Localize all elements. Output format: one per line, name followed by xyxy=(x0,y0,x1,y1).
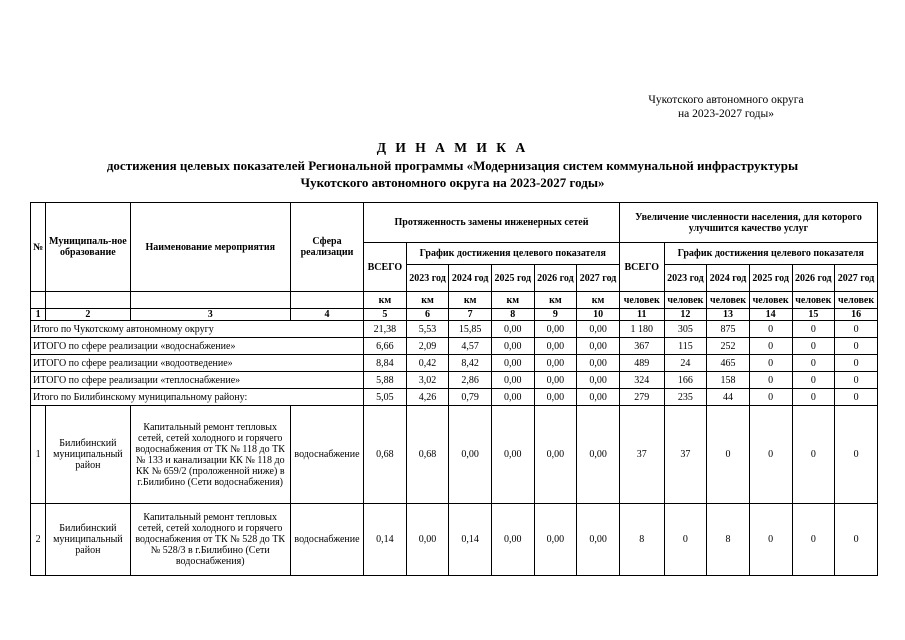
col-number: 1 xyxy=(31,309,46,321)
value-cell: 279 xyxy=(619,389,664,406)
subtitle-line-1: достижения целевых показателей Региональной программы «Модернизация систем коммунальной инфраструктуры xyxy=(106,158,799,173)
summary-rows xyxy=(31,321,878,406)
value-cell: 0,00 xyxy=(577,338,620,355)
value-cell: 0 xyxy=(835,338,878,355)
summary-row xyxy=(31,338,878,355)
summary-label: Итого по Чукотскому автономному округу xyxy=(31,321,364,338)
unit-cell: км xyxy=(577,292,620,309)
col-number: 4 xyxy=(290,309,363,321)
value-cell: 0,00 xyxy=(577,372,620,389)
municipality-cell: Билибинский муниципальный район xyxy=(46,406,130,504)
value-cell: 0 xyxy=(835,355,878,372)
value-cell: 0,00 xyxy=(534,504,577,576)
col-number: 7 xyxy=(449,309,492,321)
value-cell: 5,88 xyxy=(364,372,407,389)
value-cell: 0 xyxy=(749,321,792,338)
row-number: 1 xyxy=(31,406,46,504)
unit-cell: человек xyxy=(707,292,750,309)
value-cell: 0 xyxy=(749,504,792,576)
value-cell: 0,00 xyxy=(534,355,577,372)
value-cell: 367 xyxy=(619,338,664,355)
value-cell: 0,68 xyxy=(406,406,449,504)
unit-cell: человек xyxy=(749,292,792,309)
column-number-row xyxy=(31,309,878,321)
year-header: 2026 год xyxy=(792,265,835,292)
value-cell: 0 xyxy=(792,372,835,389)
value-cell: 0,00 xyxy=(577,504,620,576)
targets-table xyxy=(30,202,878,576)
header-municipality: Муниципаль-ное образование xyxy=(46,203,130,292)
subtitle-line-2: Чукотского автономного округа на 2023-2027 годы» xyxy=(300,175,605,190)
header-num: № xyxy=(31,203,46,292)
year-header: 2027 год xyxy=(835,265,878,292)
value-cell: 0 xyxy=(792,406,835,504)
value-cell: 0,00 xyxy=(491,504,534,576)
municipality-cell: Билибинский муниципальный район xyxy=(46,504,130,576)
year-header: 2027 год xyxy=(577,265,620,292)
header-total-people: ВСЕГО xyxy=(619,243,664,292)
header-population-group: Увеличение численности населения, для которого улучшится качество услуг xyxy=(619,203,877,243)
col-number: 15 xyxy=(792,309,835,321)
unit-cell: км xyxy=(364,292,407,309)
unit-cell: человек xyxy=(835,292,878,309)
unit-cell: человек xyxy=(792,292,835,309)
value-cell: 0 xyxy=(749,389,792,406)
header-measure: Наименование мероприятия xyxy=(130,203,290,292)
value-cell: 0 xyxy=(792,389,835,406)
value-cell: 8 xyxy=(619,504,664,576)
unit-cell: человек xyxy=(619,292,664,309)
value-cell: 166 xyxy=(664,372,707,389)
value-cell: 0 xyxy=(835,504,878,576)
value-cell: 115 xyxy=(664,338,707,355)
value-cell: 0,42 xyxy=(406,355,449,372)
summary-row xyxy=(31,321,878,338)
value-cell: 5,05 xyxy=(364,389,407,406)
unit-cell: км xyxy=(534,292,577,309)
year-header: 2025 год xyxy=(491,265,534,292)
value-cell: 875 xyxy=(707,321,750,338)
value-cell: 37 xyxy=(664,406,707,504)
value-cell: 0,00 xyxy=(534,389,577,406)
summary-label: Итого по Билибинскому муниципальному району: xyxy=(31,389,364,406)
value-cell: 8 xyxy=(707,504,750,576)
value-cell: 305 xyxy=(664,321,707,338)
detail-rows xyxy=(31,406,878,576)
unit-cell: км xyxy=(491,292,534,309)
document-title: Д И Н А М И К А xyxy=(376,140,529,155)
value-cell: 158 xyxy=(707,372,750,389)
value-cell: 0 xyxy=(792,355,835,372)
year-header: 2026 год xyxy=(534,265,577,292)
value-cell: 8,42 xyxy=(449,355,492,372)
year-header: 2023 год xyxy=(406,265,449,292)
summary-row xyxy=(31,355,878,372)
col-number: 9 xyxy=(534,309,577,321)
col-number: 10 xyxy=(577,309,620,321)
year-header: 2025 год xyxy=(749,265,792,292)
value-cell: 0,00 xyxy=(406,504,449,576)
summary-row xyxy=(31,372,878,389)
value-cell: 5,53 xyxy=(406,321,449,338)
value-cell: 0,00 xyxy=(534,338,577,355)
table-row xyxy=(31,504,878,576)
header-corner-note xyxy=(606,93,846,121)
value-cell: 24 xyxy=(664,355,707,372)
sphere-cell: водоснабжение xyxy=(290,406,363,504)
value-cell: 6,66 xyxy=(364,338,407,355)
value-cell: 3,02 xyxy=(406,372,449,389)
col-number: 2 xyxy=(46,309,130,321)
value-cell: 0,00 xyxy=(577,321,620,338)
value-cell: 0,00 xyxy=(534,406,577,504)
col-number: 8 xyxy=(491,309,534,321)
measure-cell: Капитальный ремонт тепловых сетей, сетей холодного и горячего водоснабжения от ТК № 118 до ТК № 133 и канализации КК № 118 до КК № 659/2 (проложенной ниже) в г.Билибино (Сети водоснабжения) xyxy=(130,406,290,504)
unit-cell: человек xyxy=(664,292,707,309)
value-cell: 0,00 xyxy=(491,389,534,406)
value-cell: 0,00 xyxy=(491,355,534,372)
value-cell: 0 xyxy=(835,372,878,389)
value-cell: 489 xyxy=(619,355,664,372)
value-cell: 252 xyxy=(707,338,750,355)
value-cell: 44 xyxy=(707,389,750,406)
value-cell: 0,00 xyxy=(491,321,534,338)
unit-cell: км xyxy=(449,292,492,309)
value-cell: 0,00 xyxy=(577,389,620,406)
summary-label: ИТОГО по сфере реализации «водоотведение» xyxy=(31,355,364,372)
header-schedule-km: График достижения целевого показателя xyxy=(406,243,619,265)
value-cell: 0,00 xyxy=(491,338,534,355)
value-cell: 37 xyxy=(619,406,664,504)
value-cell: 0,00 xyxy=(577,355,620,372)
year-header: 2024 год xyxy=(707,265,750,292)
value-cell: 0 xyxy=(749,338,792,355)
value-cell: 0,00 xyxy=(449,406,492,504)
value-cell: 0 xyxy=(835,389,878,406)
document-subtitle xyxy=(20,157,885,191)
col-number: 3 xyxy=(130,309,290,321)
value-cell: 0 xyxy=(749,372,792,389)
value-cell: 0 xyxy=(664,504,707,576)
col-number: 12 xyxy=(664,309,707,321)
value-cell: 0 xyxy=(835,321,878,338)
header-total-km: ВСЕГО xyxy=(364,243,407,292)
header-sphere: Сфера реализации xyxy=(290,203,363,292)
row-number: 2 xyxy=(31,504,46,576)
value-cell: 21,38 xyxy=(364,321,407,338)
year-header: 2023 год xyxy=(664,265,707,292)
value-cell: 0,68 xyxy=(364,406,407,504)
value-cell: 4,26 xyxy=(406,389,449,406)
corner-line-2: на 2023-2027 годы» xyxy=(677,108,774,120)
value-cell: 0 xyxy=(749,406,792,504)
corner-line-1: Чукотского автономного округа xyxy=(648,94,804,106)
value-cell: 0,00 xyxy=(491,372,534,389)
col-number: 6 xyxy=(406,309,449,321)
summary-row xyxy=(31,389,878,406)
summary-label: ИТОГО по сфере реализации «теплоснабжение» xyxy=(31,372,364,389)
value-cell: 15,85 xyxy=(449,321,492,338)
value-cell: 2,09 xyxy=(406,338,449,355)
table-row xyxy=(31,406,878,504)
value-cell: 0,00 xyxy=(534,321,577,338)
value-cell: 0 xyxy=(749,355,792,372)
value-cell: 0 xyxy=(707,406,750,504)
value-cell: 0,14 xyxy=(449,504,492,576)
header-schedule-people: График достижения целевого показателя xyxy=(664,243,877,265)
year-header: 2024 год xyxy=(449,265,492,292)
value-cell: 1 180 xyxy=(619,321,664,338)
value-cell: 0 xyxy=(835,406,878,504)
value-cell: 324 xyxy=(619,372,664,389)
value-cell: 235 xyxy=(664,389,707,406)
value-cell: 0,00 xyxy=(577,406,620,504)
value-cell: 2,86 xyxy=(449,372,492,389)
value-cell: 0 xyxy=(792,321,835,338)
col-number: 5 xyxy=(364,309,407,321)
value-cell: 0 xyxy=(792,504,835,576)
header-networks-group: Протяженность замены инженерных сетей xyxy=(364,203,620,243)
col-number: 16 xyxy=(835,309,878,321)
value-cell: 0,00 xyxy=(491,406,534,504)
col-number: 11 xyxy=(619,309,664,321)
value-cell: 4,57 xyxy=(449,338,492,355)
unit-cell: км xyxy=(406,292,449,309)
value-cell: 8,84 xyxy=(364,355,407,372)
measure-cell: Капитальный ремонт тепловых сетей, сетей холодного и горячего водоснабжения от ТК № 528 до ТК № 528/3 в г.Билибино (Сети водоснабжения) xyxy=(130,504,290,576)
value-cell: 0 xyxy=(792,338,835,355)
units-row xyxy=(31,292,878,309)
col-number: 13 xyxy=(707,309,750,321)
value-cell: 0,79 xyxy=(449,389,492,406)
value-cell: 465 xyxy=(707,355,750,372)
col-number: 14 xyxy=(749,309,792,321)
sphere-cell: водоснабжение xyxy=(290,504,363,576)
value-cell: 0,00 xyxy=(534,372,577,389)
value-cell: 0,14 xyxy=(364,504,407,576)
summary-label: ИТОГО по сфере реализации «водоснабжение» xyxy=(31,338,364,355)
